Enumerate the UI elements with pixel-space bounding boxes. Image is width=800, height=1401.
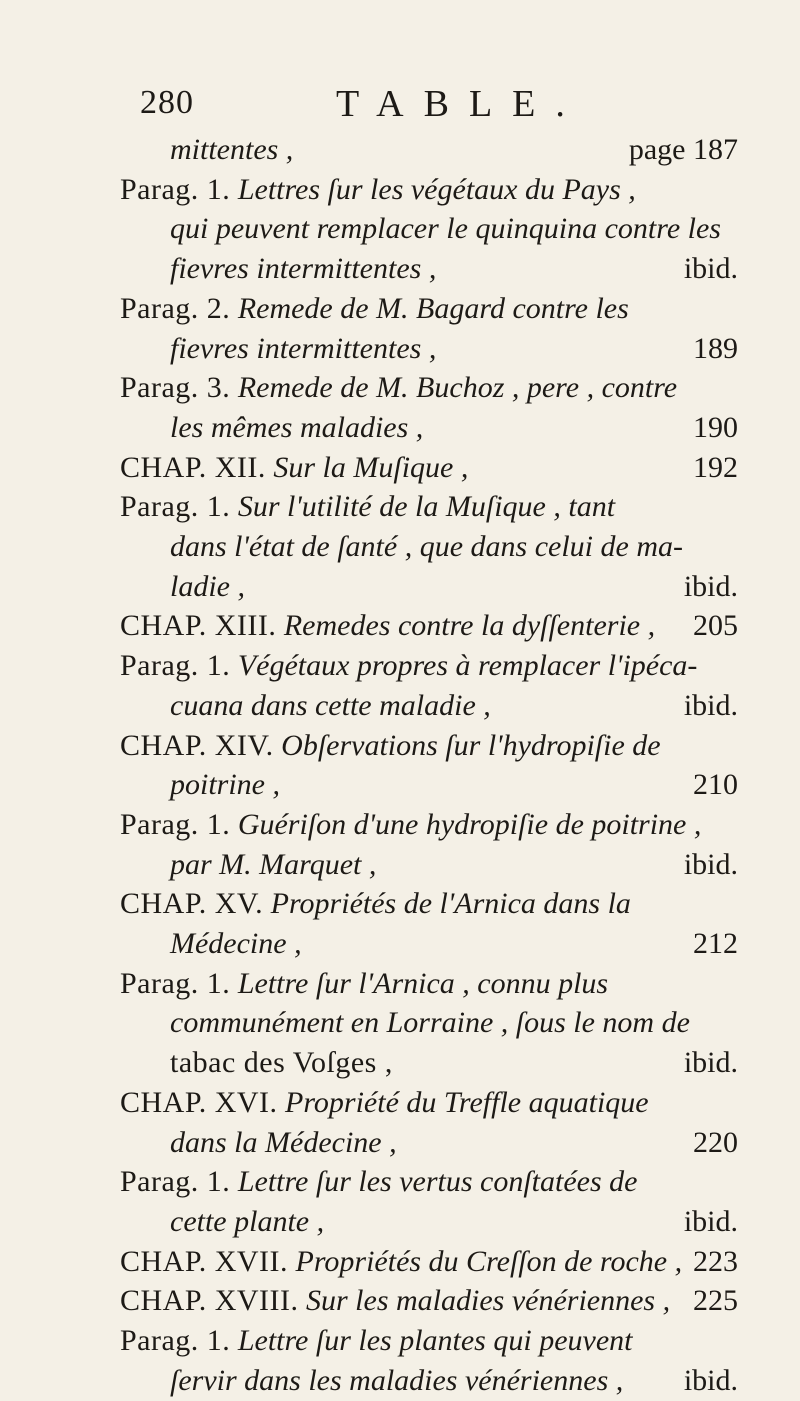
toc-line-text: poitrine , (170, 768, 280, 802)
toc-line-label: tabac des Voſges , (170, 1046, 393, 1080)
toc-line (120, 690, 738, 722)
toc-line-text: Lettres ſur les végétaux du Pays , (237, 172, 636, 206)
toc-line-text: Lettre ſur les plantes qui peuvent (237, 1324, 633, 1357)
toc-line-text: Médecine , (170, 927, 302, 960)
toc-line-text: Propriétés de l'Arnica dans la (270, 887, 631, 921)
toc-line-page: ibid. (683, 1204, 738, 1238)
toc-line-page: 220 (693, 1125, 738, 1159)
toc-line-text: fievres intermittentes , (170, 331, 437, 365)
toc-line (120, 1365, 738, 1397)
toc-line (120, 610, 738, 642)
toc-line-label: CHAP. XII. (120, 450, 266, 484)
toc-line-page: ibid. (683, 569, 738, 603)
toc-line-text: Sur les maladies vénériennes , (306, 1284, 671, 1318)
toc-line-page: ibid. (683, 847, 738, 881)
toc-line (120, 531, 738, 563)
toc-line-label: Parag. 1. (120, 966, 231, 1000)
toc-line-text: mittentes , (170, 133, 294, 166)
toc-line-text: ladie , (170, 569, 245, 603)
toc-line-text: Végétaux propres à remplacer l'ipéca- (237, 649, 698, 683)
toc-line-text: Obſervations ſur l'hydropiſie de (281, 728, 661, 762)
toc-line-label: CHAP. XIV. (120, 728, 274, 762)
toc-line-label: CHAP. XVI. (120, 1085, 278, 1119)
toc-line-text: qui peuvent remplacer le quinquina contre les (170, 212, 721, 246)
toc-line-label: CHAP. XIII. (120, 609, 277, 643)
toc-line-label: Parag. 1. (120, 1324, 231, 1357)
toc-line (120, 1325, 738, 1357)
toc-line-page: ibid. (683, 252, 738, 286)
toc-line-page: ibid. (683, 1046, 738, 1080)
toc-line-text: Lettre ſur l'Arnica , connu plus (237, 966, 609, 1000)
toc-line-label: Parag. 2. (120, 291, 231, 325)
toc-line (120, 1047, 738, 1079)
toc-line-text: cette plante , (170, 1204, 325, 1238)
toc-line (120, 1166, 738, 1198)
toc-line-page: 205 (693, 609, 738, 643)
toc-line-label: Parag. 1. (120, 649, 231, 683)
toc-line-page: 210 (693, 768, 738, 802)
toc-line (120, 968, 738, 1000)
toc-line-text: dans la Médecine , (170, 1125, 397, 1159)
running-title: TABLE. (336, 83, 585, 125)
toc-line (120, 571, 738, 603)
toc-line-page: page 187 (628, 133, 738, 166)
toc-line-page: 223 (693, 1244, 738, 1278)
toc-line-text: Guériſon d'une hydropiſie de poitrine , (237, 807, 702, 841)
toc-line (120, 333, 738, 365)
toc-line-page: 192 (693, 450, 738, 484)
toc-line-text: ſervir dans les maladies vénériennes , (170, 1363, 624, 1397)
toc-line (120, 888, 738, 920)
toc-line-label: Parag. 1. (120, 807, 231, 841)
toc-line (120, 174, 738, 206)
toc-line-text: Remedes contre la dyſſenterie , (283, 609, 656, 643)
toc-line (120, 928, 738, 960)
toc-line-text: Sur l'utilité de la Muſique , tant (237, 490, 616, 524)
toc-line-page: 189 (693, 331, 738, 365)
toc-line-label: Parag. 1. (120, 1165, 231, 1199)
toc-line-text: Remede de M. Bagard contre les (237, 291, 629, 325)
toc-line-page: ibid. (683, 688, 738, 722)
toc-line-text: par M. Marquet , (170, 847, 377, 881)
toc-line-page: 225 (693, 1284, 738, 1318)
toc-line (120, 452, 738, 484)
toc-line-text: fievres intermittentes , (170, 252, 437, 286)
toc-line-label: Parag. 3. (120, 371, 231, 405)
toc-line (120, 1087, 738, 1119)
toc-line-label: CHAP. XVIII. (120, 1284, 299, 1318)
toc-line (120, 650, 738, 682)
toc-line (120, 134, 738, 166)
toc-line (120, 213, 738, 245)
toc-line-text: les mêmes maladies , (170, 410, 424, 444)
toc-line-label: Parag. 1. (120, 172, 231, 206)
toc-line (120, 1127, 738, 1159)
toc-line (120, 293, 738, 325)
toc-line-text: communément en Lorraine , ſous le nom de (170, 1006, 690, 1040)
toc-line (120, 372, 738, 404)
toc-line-text: Propriété du Treffle aquatique (285, 1085, 649, 1119)
toc-line (120, 849, 738, 881)
toc-line (120, 1285, 738, 1317)
toc-line-page: 190 (693, 410, 738, 444)
page-header (140, 78, 700, 128)
toc-line (120, 809, 738, 841)
toc-line (120, 1206, 738, 1238)
toc-line (120, 1007, 738, 1039)
toc-line (120, 730, 738, 762)
toc-line-label: CHAP. XV. (120, 887, 264, 921)
toc-line-text: Lettre ſur les vertus conſtatées de (237, 1165, 638, 1199)
toc-line (120, 253, 738, 285)
toc-line-text: Propriétés du Creſſon de roche , (295, 1244, 683, 1278)
toc-line (120, 1246, 738, 1278)
toc-line (120, 769, 738, 801)
toc-line-label: Parag. 1. (120, 490, 231, 524)
toc-line-text: dans l'état de ſanté , que dans celui de ma- (170, 530, 683, 563)
toc-line-text: cuana dans cette maladie , (170, 688, 491, 722)
toc-line-label: CHAP. XVII. (120, 1244, 289, 1278)
toc-line-text: Remede de M. Buchoz , pere , contre (237, 371, 678, 405)
toc-line-text: Sur la Muſique , (273, 450, 469, 484)
toc-line-page: 212 (693, 927, 738, 960)
toc-line (120, 412, 738, 444)
toc-line-page: ibid. (683, 1363, 738, 1397)
toc-line (120, 491, 738, 523)
page-number: 280 (140, 84, 194, 121)
